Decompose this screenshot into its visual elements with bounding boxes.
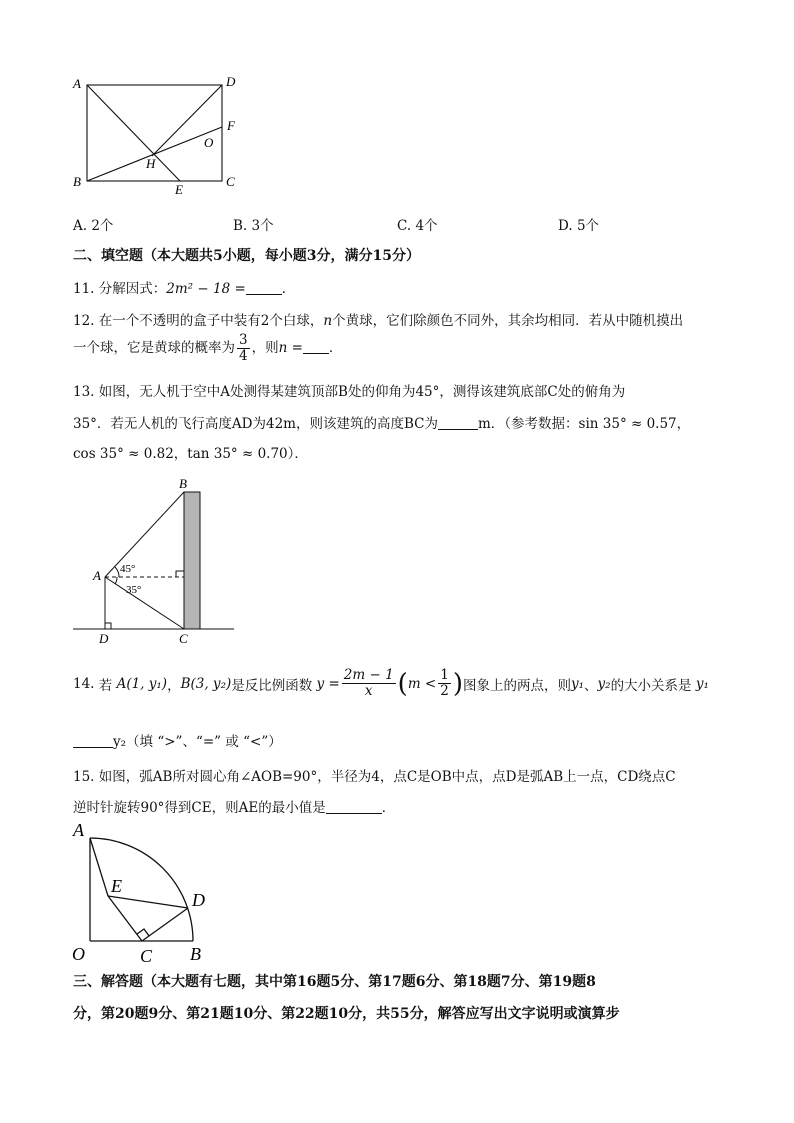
choice-c: C. 4个 [397, 218, 438, 234]
question-14-line1: 14. 若 A(1, y₁) ， B(3, y₂) 是反比例函数 y = $\frac{2m - 1}{x}$ ( m < $\frac{1}{2}$ ) 图象上的两点，则 y₁ 、 y₂ 的大小关系是 y₁ [73, 667, 709, 699]
label-e: E [175, 182, 183, 197]
label-d: D [99, 631, 109, 646]
question-13-line3: cos 35° ≈ 0.82，tan 35° ≈ 0.70）． [73, 446, 308, 462]
angle-35-label: 35° [126, 584, 142, 596]
label-a: A [73, 820, 84, 840]
question-12-line1: 12. 在一个不透明的盒子中装有2个白球，n个黄球，它们除颜色不同外，其余均相同．若从中随机摸出 [73, 313, 684, 329]
label-o: O [204, 135, 214, 150]
label-b: B [190, 944, 201, 964]
question-11: 11. 分解因式：2m² − 18 = ． [73, 281, 296, 297]
label-c: C [140, 946, 153, 966]
arc-figure [68, 818, 228, 968]
section3-heading-line1: 三、解答题（本大题有七题，其中第16题5分、第17题6分、第18题7分、第19题8 [73, 974, 596, 990]
question-13-line1: 13. 如图，无人机于空中A处测得某建筑顶部B处的仰角为45°，测得该建筑底部C处的俯角为 [73, 384, 626, 400]
label-d: D [192, 890, 205, 910]
choice-b: B. 3个 [233, 218, 274, 234]
label-a: A [93, 568, 101, 583]
question-13-line2: 35°．若无人机的飞行高度AD为42m，则该建筑的高度BC为 m．（参考数据：sin 35° ≈ 0.57， [73, 416, 691, 432]
section2-heading: 二、填空题（本大题共5小题，每小题3分，满分15分） [73, 248, 420, 264]
label-d: D [226, 74, 236, 89]
question-15-line2: 逆时针旋转90°得到CE，则AE的最小值是 ． [73, 800, 396, 816]
label-b: B [179, 476, 187, 491]
question-14-line2: y₂（填 “>”、“=” 或 “<”） [73, 730, 282, 750]
rectangle-figure [70, 70, 250, 200]
section3-heading-line2: 分，第20题9分、第21题10分、第22题10分，共55分，解答应写出文字说明或演算步 [73, 1006, 620, 1022]
label-o: O [72, 944, 85, 964]
label-f: F [227, 118, 235, 133]
label-b: B [73, 174, 81, 189]
label-e: E [111, 876, 122, 896]
label-h: H [146, 156, 156, 171]
choice-a: A. 2个 [73, 218, 114, 234]
building-figure [70, 472, 240, 647]
choice-d: D. 5个 [558, 218, 600, 234]
label-c: C [179, 631, 188, 646]
angle-45-label: 45° [120, 563, 136, 575]
question-15-line1: 15. 如图，弧AB所对圆心角∠AOB=90°，半径为4，点C是OB中点，点D是弧AB上一点，CD绕点C [73, 769, 676, 785]
question-12-line2: 一个球，它是黄球的概率为 $\frac{3}{4}$ ，则n = ． [73, 332, 343, 364]
label-a: A [73, 76, 81, 91]
label-c: C [226, 174, 235, 189]
